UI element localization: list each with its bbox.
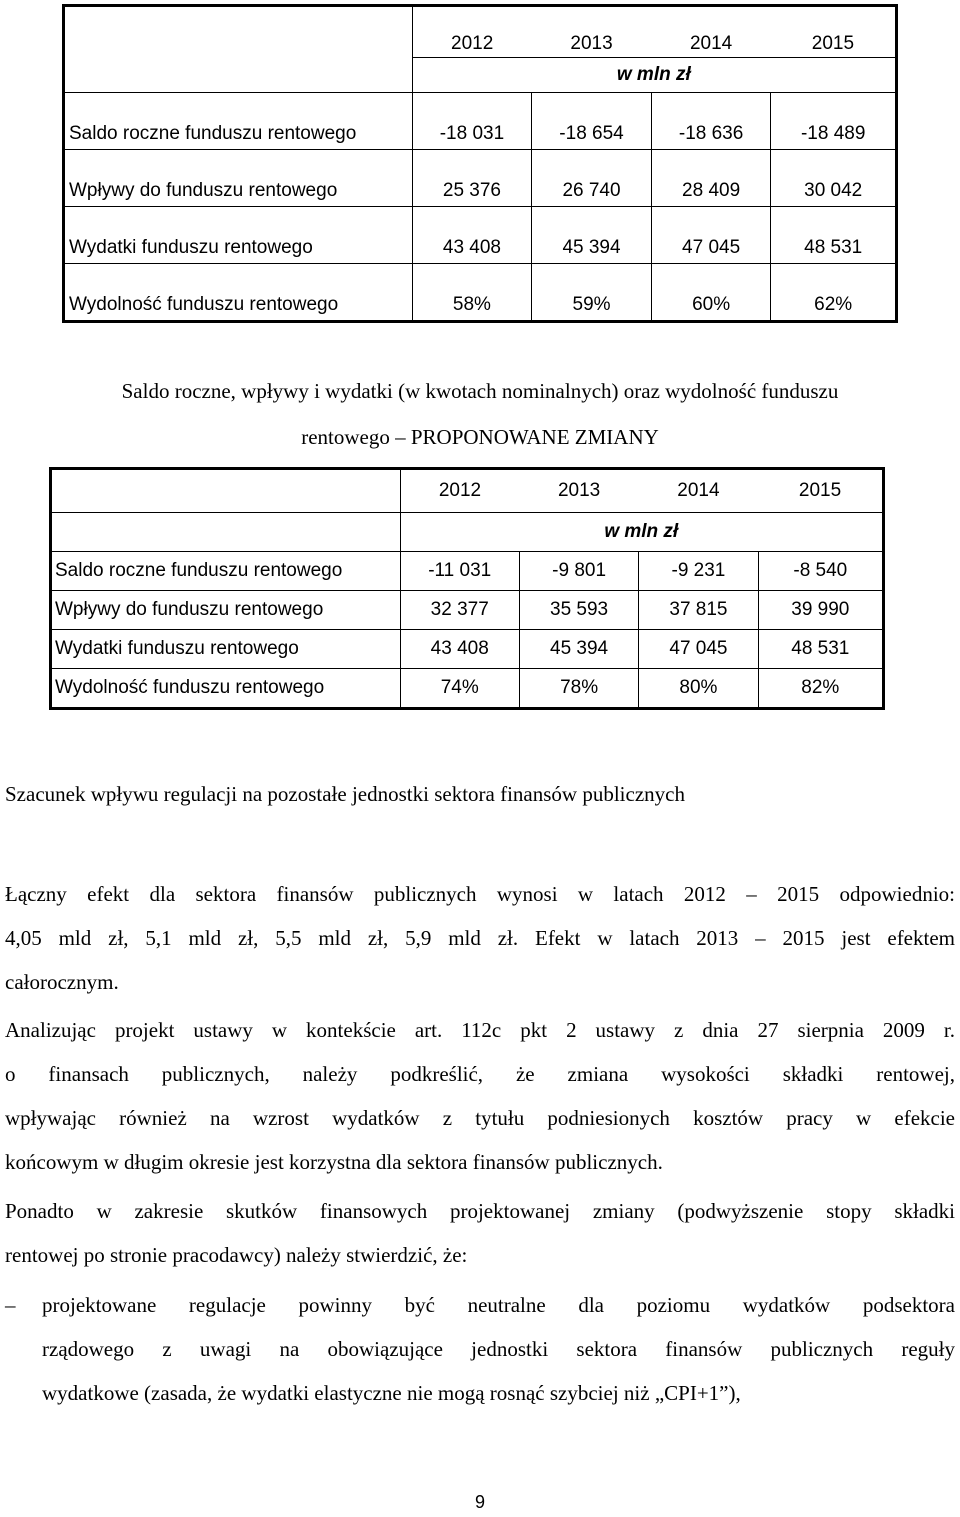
cell-value: 43 408 (400, 630, 519, 669)
cell-value: -9 231 (639, 552, 758, 591)
table-row (64, 207, 897, 264)
text-line: projektowane regulacje powinny być neutralne dla poziomu wydatków podsektora (42, 1293, 955, 1317)
year-header: 2012 (400, 469, 519, 513)
bullet-item (5, 1283, 955, 1415)
section-heading (5, 772, 955, 816)
unit-label: w mln zł (400, 513, 883, 552)
row-label: Saldo roczne funduszu rentowego (64, 93, 413, 150)
cell-value: 45 394 (519, 630, 638, 669)
cell-value: -9 801 (519, 552, 638, 591)
table-row (64, 150, 897, 207)
table-row (51, 669, 884, 709)
row-label: Wydatki funduszu rentowego (51, 630, 401, 669)
cell-value: 28 409 (651, 150, 771, 207)
row-label: Saldo roczne funduszu rentowego (51, 552, 401, 591)
table-header-row (51, 469, 884, 513)
caption-line: rentowego – PROPONOWANE ZMIANY (301, 425, 659, 449)
text-line: wydatkowe (zasada, że wydatki elastyczne nie mogą rosnąć szybciej niż „CPI+1”), (42, 1381, 741, 1405)
header-blank-cell (64, 6, 413, 58)
table-row (51, 552, 884, 591)
table-current-law (62, 4, 898, 323)
year-header: 2014 (651, 6, 771, 58)
year-header: 2012 (412, 6, 532, 58)
year-header: 2015 (771, 6, 897, 58)
year-header: 2013 (519, 469, 638, 513)
cell-value: 37 815 (639, 591, 758, 630)
caption-line: Saldo roczne, wpływy i wydatki (w kwotach nominalnych) oraz wydolność funduszu (121, 379, 839, 403)
table-unit-row (64, 58, 897, 93)
text-line: o finansach publicznych, należy podkreślić, że zmiana wysokości składki rentowej, (5, 1062, 955, 1086)
cell-value: 78% (519, 669, 638, 709)
bullet-text (42, 1283, 955, 1415)
cell-value: 35 593 (519, 591, 638, 630)
cell-value: -18 031 (412, 93, 532, 150)
cell-value: 39 990 (758, 591, 883, 630)
text-line: końcowym w długim okresie jest korzystna dla sektora finansów publicznych. (5, 1150, 663, 1174)
row-label: Wydolność funduszu rentowego (51, 669, 401, 709)
cell-value: 47 045 (639, 630, 758, 669)
paragraph-total-effect (5, 872, 955, 1004)
cell-value: 59% (532, 264, 652, 322)
cell-value: 30 042 (771, 150, 897, 207)
cell-value: 48 531 (758, 630, 883, 669)
unit-blank-cell (51, 513, 401, 552)
table-row (64, 264, 897, 322)
text-line: całorocznym. (5, 970, 119, 994)
page-number: 9 (474, 1492, 485, 1512)
cell-value: 60% (651, 264, 771, 322)
cell-value: 26 740 (532, 150, 652, 207)
table-unit-row (51, 513, 884, 552)
unit-label: w mln zł (412, 58, 896, 93)
cell-value: 80% (639, 669, 758, 709)
cell-value: 45 394 (532, 207, 652, 264)
paragraph-analysis (5, 1008, 955, 1184)
cell-value: 47 045 (651, 207, 771, 264)
heading-text: Szacunek wpływu regulacji na pozostałe jednostki sektora finansów publicznych (5, 782, 685, 806)
cell-value: 58% (412, 264, 532, 322)
cell-value: -11 031 (400, 552, 519, 591)
table-header-row (64, 6, 897, 58)
year-header: 2014 (639, 469, 758, 513)
header-blank-cell (51, 469, 401, 513)
table-row (51, 591, 884, 630)
cell-value: 48 531 (771, 207, 897, 264)
dash-bullet-icon: – (5, 1293, 16, 1317)
year-header: 2013 (532, 6, 652, 58)
cell-value: 74% (400, 669, 519, 709)
text-line: Analizując projekt ustawy w kontekście art. 112c pkt 2 ustawy z dnia 27 sierpnia 2009 r. (5, 1018, 955, 1042)
text-line: 4,05 mld zł, 5,1 mld zł, 5,5 mld zł, 5,9 mld zł. Efekt w latach 2013 – 2015 jest efektem (5, 926, 955, 950)
table-row (64, 93, 897, 150)
row-label: Wydolność funduszu rentowego (64, 264, 413, 322)
text-line: rządowego z uwagi na obowiązujące jednostki sektora finansów publicznych reguły (42, 1337, 955, 1361)
cell-value: -18 636 (651, 93, 771, 150)
cell-value: -18 654 (532, 93, 652, 150)
cell-value: 32 377 (400, 591, 519, 630)
cell-value: 25 376 (412, 150, 532, 207)
table-row (51, 630, 884, 669)
text-line: rentowej po stronie pracodawcy) należy stwierdzić, że: (5, 1243, 468, 1267)
cell-value: -18 489 (771, 93, 897, 150)
cell-value: -8 540 (758, 552, 883, 591)
cell-value: 82% (758, 669, 883, 709)
year-header: 2015 (758, 469, 883, 513)
text-line: Ponadto w zakresie skutków finansowych projektowanej zmiany (podwyższenie stopy składki (5, 1199, 955, 1223)
table2-caption (0, 368, 960, 460)
row-label: Wpływy do funduszu rentowego (64, 150, 413, 207)
cell-value: 43 408 (412, 207, 532, 264)
paragraph-financial-effects (5, 1189, 955, 1277)
row-label: Wpływy do funduszu rentowego (51, 591, 401, 630)
cell-value: 62% (771, 264, 897, 322)
row-label: Wydatki funduszu rentowego (64, 207, 413, 264)
text-line: Łączny efekt dla sektora finansów publicznych wynosi w latach 2012 – 2015 odpowiednio: (5, 882, 955, 906)
unit-blank-cell (64, 58, 413, 93)
text-line: wpływając również na wzrost wydatków z tytułu podniesionych kosztów pracy w efekcie (5, 1106, 955, 1130)
table-proposed-changes (49, 467, 885, 710)
